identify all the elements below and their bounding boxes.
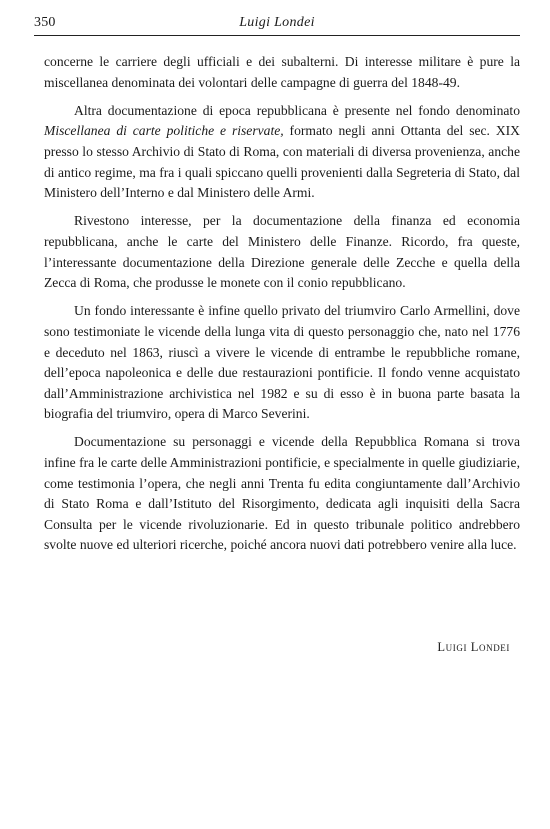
paragraph-2-lead: Altra documentazione di epoca repubblicana è presente nel fondo denominato (74, 102, 520, 118)
paragraph-3: Rivestono interesse, per la documentazione della finanza ed economia repubblicana, anche le carte del Ministero delle Finanze. Ricordo, fra queste, l’interessante documentazione della Direzione generale delle Zecche e quella della Zecca di Roma, che produsse le monete con il conio repubblicano. (44, 213, 520, 291)
article-body (44, 52, 520, 564)
paragraph-1: concerne le carriere degli ufficiali e dei subalterni. Di interesse militare è pure la miscellanea denominata dei volontari delle campagne di guerra del 1848-49. (44, 54, 520, 90)
paragraph-2-rest: formato negli anni Ottanta del sec. XIX presso lo stesso Archivio di Stato di Roma, con materiali di diversa provenienza, anche di antico regime, ma fra i quali spiccano quelli provenienti dalla Segreteria di Stato, dal Ministero dell’Interno e dal Ministero delle Armi. (44, 123, 520, 201)
running-header (34, 13, 520, 36)
paragraph-4: Un fondo interessante è infine quello privato del triumviro Carlo Armellini, dove sono testimoniate le vicende della lunga vita di questo personaggio che, nato nel 1776 e deceduto nel 1863, riuscì a vivere le vicende di entrambe le repubbliche romane, dell’epoca napoleonica e delle due restaurazioni pontificie. Il fondo venne acquistato dall’Amministrazione archivistica nel 1982 e su di esso è in buona parte basata la biografia del triumviro, opera di Marco Severini. (44, 303, 520, 422)
paragraph-2-fund-title: Miscellanea di carte politiche e riservate, (44, 123, 284, 139)
paragraph-2 (44, 101, 520, 204)
running-title: Luigi Londei (239, 15, 315, 30)
paragraph-5: Documentazione su personaggi e vicende della Repubblica Romana si trova infine fra le carte delle Amministrazioni pontificie, e specialmente in quelle giudiziarie, come testimonia l’opera, che negli anni Trenta fu edita congiuntamente dall’Archivio di Stato Roma e dall’Istituto del Risorgimento, dedicata agli inquisiti della Sacra Consulta per le vicende rivoluzionarie. Ed in questo tribunale politico andrebbero svolte nuove ed ulteriori ricerche, poiché ancora nuovi dati potrebbero venire alla luce. (44, 434, 520, 553)
author-signature: Luigi Londei (437, 640, 510, 654)
page-number: 350 (34, 15, 56, 30)
